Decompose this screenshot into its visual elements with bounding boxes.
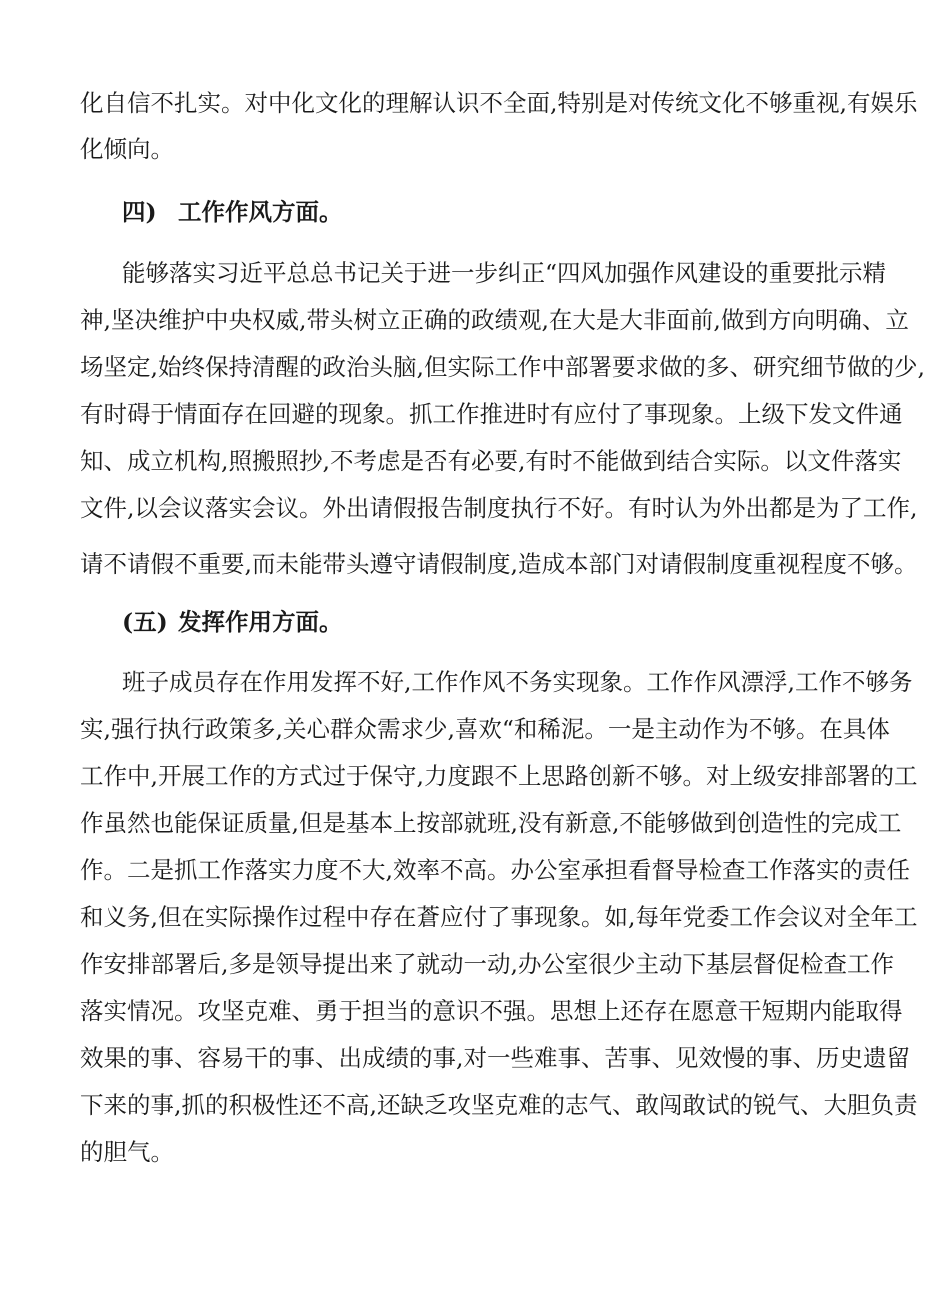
paragraph-line: 有时碍于情面存在回避的现象。抓工作推进时有应付了事现象。上级下发文件通 (80, 400, 903, 428)
paragraph-line: 的胆气。 (80, 1138, 174, 1166)
section-title: 工作作风方面。 (178, 198, 343, 226)
paragraph-line: 化自信不扎实。对中化文化的理解认识不全面,特别是对传统文化不够重视,有娱乐 (80, 89, 918, 117)
paragraph-line: 神,坚决维护中央权威,带头树立正确的政绩观,在大是大非面前,做到方向明确、立 (80, 306, 909, 334)
section-number: (五) (122, 608, 168, 636)
paragraph-line: 能够落实习近平总总书记关于进一步纠正“四风加强作风建设的重要批示精 (122, 259, 887, 287)
paragraph-line: 作。二是抓工作落实力度不大,效率不高。办公室承担看督导检查工作落实的责任 (80, 856, 910, 884)
paragraph-line: 化倾向。 (80, 135, 174, 163)
paragraph-line: 效果的事、容易干的事、出成绩的事,对一些难事、苦事、见效慢的事、历史遗留 (80, 1044, 910, 1072)
section-title: 发挥作用方面。 (178, 608, 343, 636)
paragraph-line: 文件,以会议落实会议。外出请假报告制度执行不好。有时认为外出都是为了工作, (80, 494, 918, 522)
paragraph-line: 和义务,但在实际操作过程中存在蒼应付了事现象。如,每年党委工作会议对全年工 (80, 903, 918, 931)
paragraph-line: 班子成员存在作用发挥不好,工作作风不务实现象。工作作风漂浮,工作不够务 (122, 668, 913, 696)
section-heading-5 (122, 602, 343, 642)
paragraph-line: 作安排部署后,多是领导提出来了就动一动,办公室很少主动下基层督促检查工作 (80, 950, 894, 978)
paragraph-line: 下来的事,抓的积极性还不高,还缺乏攻坚克难的志气、敢闯敢试的锐气、大胆负责 (80, 1091, 918, 1119)
paragraph-line: 场坚定,始终保持清醒的政治头脑,但实际工作中部署要求做的多、研究细节做的少, (80, 353, 925, 381)
paragraph-line: 工作中,开展工作的方式过于保守,力度跟不上思路创新不够。对上级安排部署的工 (80, 762, 918, 790)
paragraph-line: 知、成立机构,照搬照抄,不考虑是否有必要,有时不能做到结合实际。以文件落实 (80, 447, 902, 475)
paragraph-line: 请不请假不重要,而未能带头遵守请假制度,造成本部门对请假制度重视程度不够。 (80, 550, 918, 578)
section-number: 四) (122, 198, 157, 226)
paragraph-line: 落实情况。攻坚克难、勇于担当的意识不强。思想上还存在愿意干短期内能取得 (80, 997, 903, 1025)
section-heading-4 (122, 192, 343, 232)
paragraph-line: 实,强行执行政策多,关心群众需求少,喜欢“和稀泥。一是主动作为不够。在具体 (80, 715, 890, 743)
paragraph-line: 作虽然也能保证质量,但是基本上按部就班,没有新意,不能够做到创造性的完成工 (80, 809, 902, 837)
